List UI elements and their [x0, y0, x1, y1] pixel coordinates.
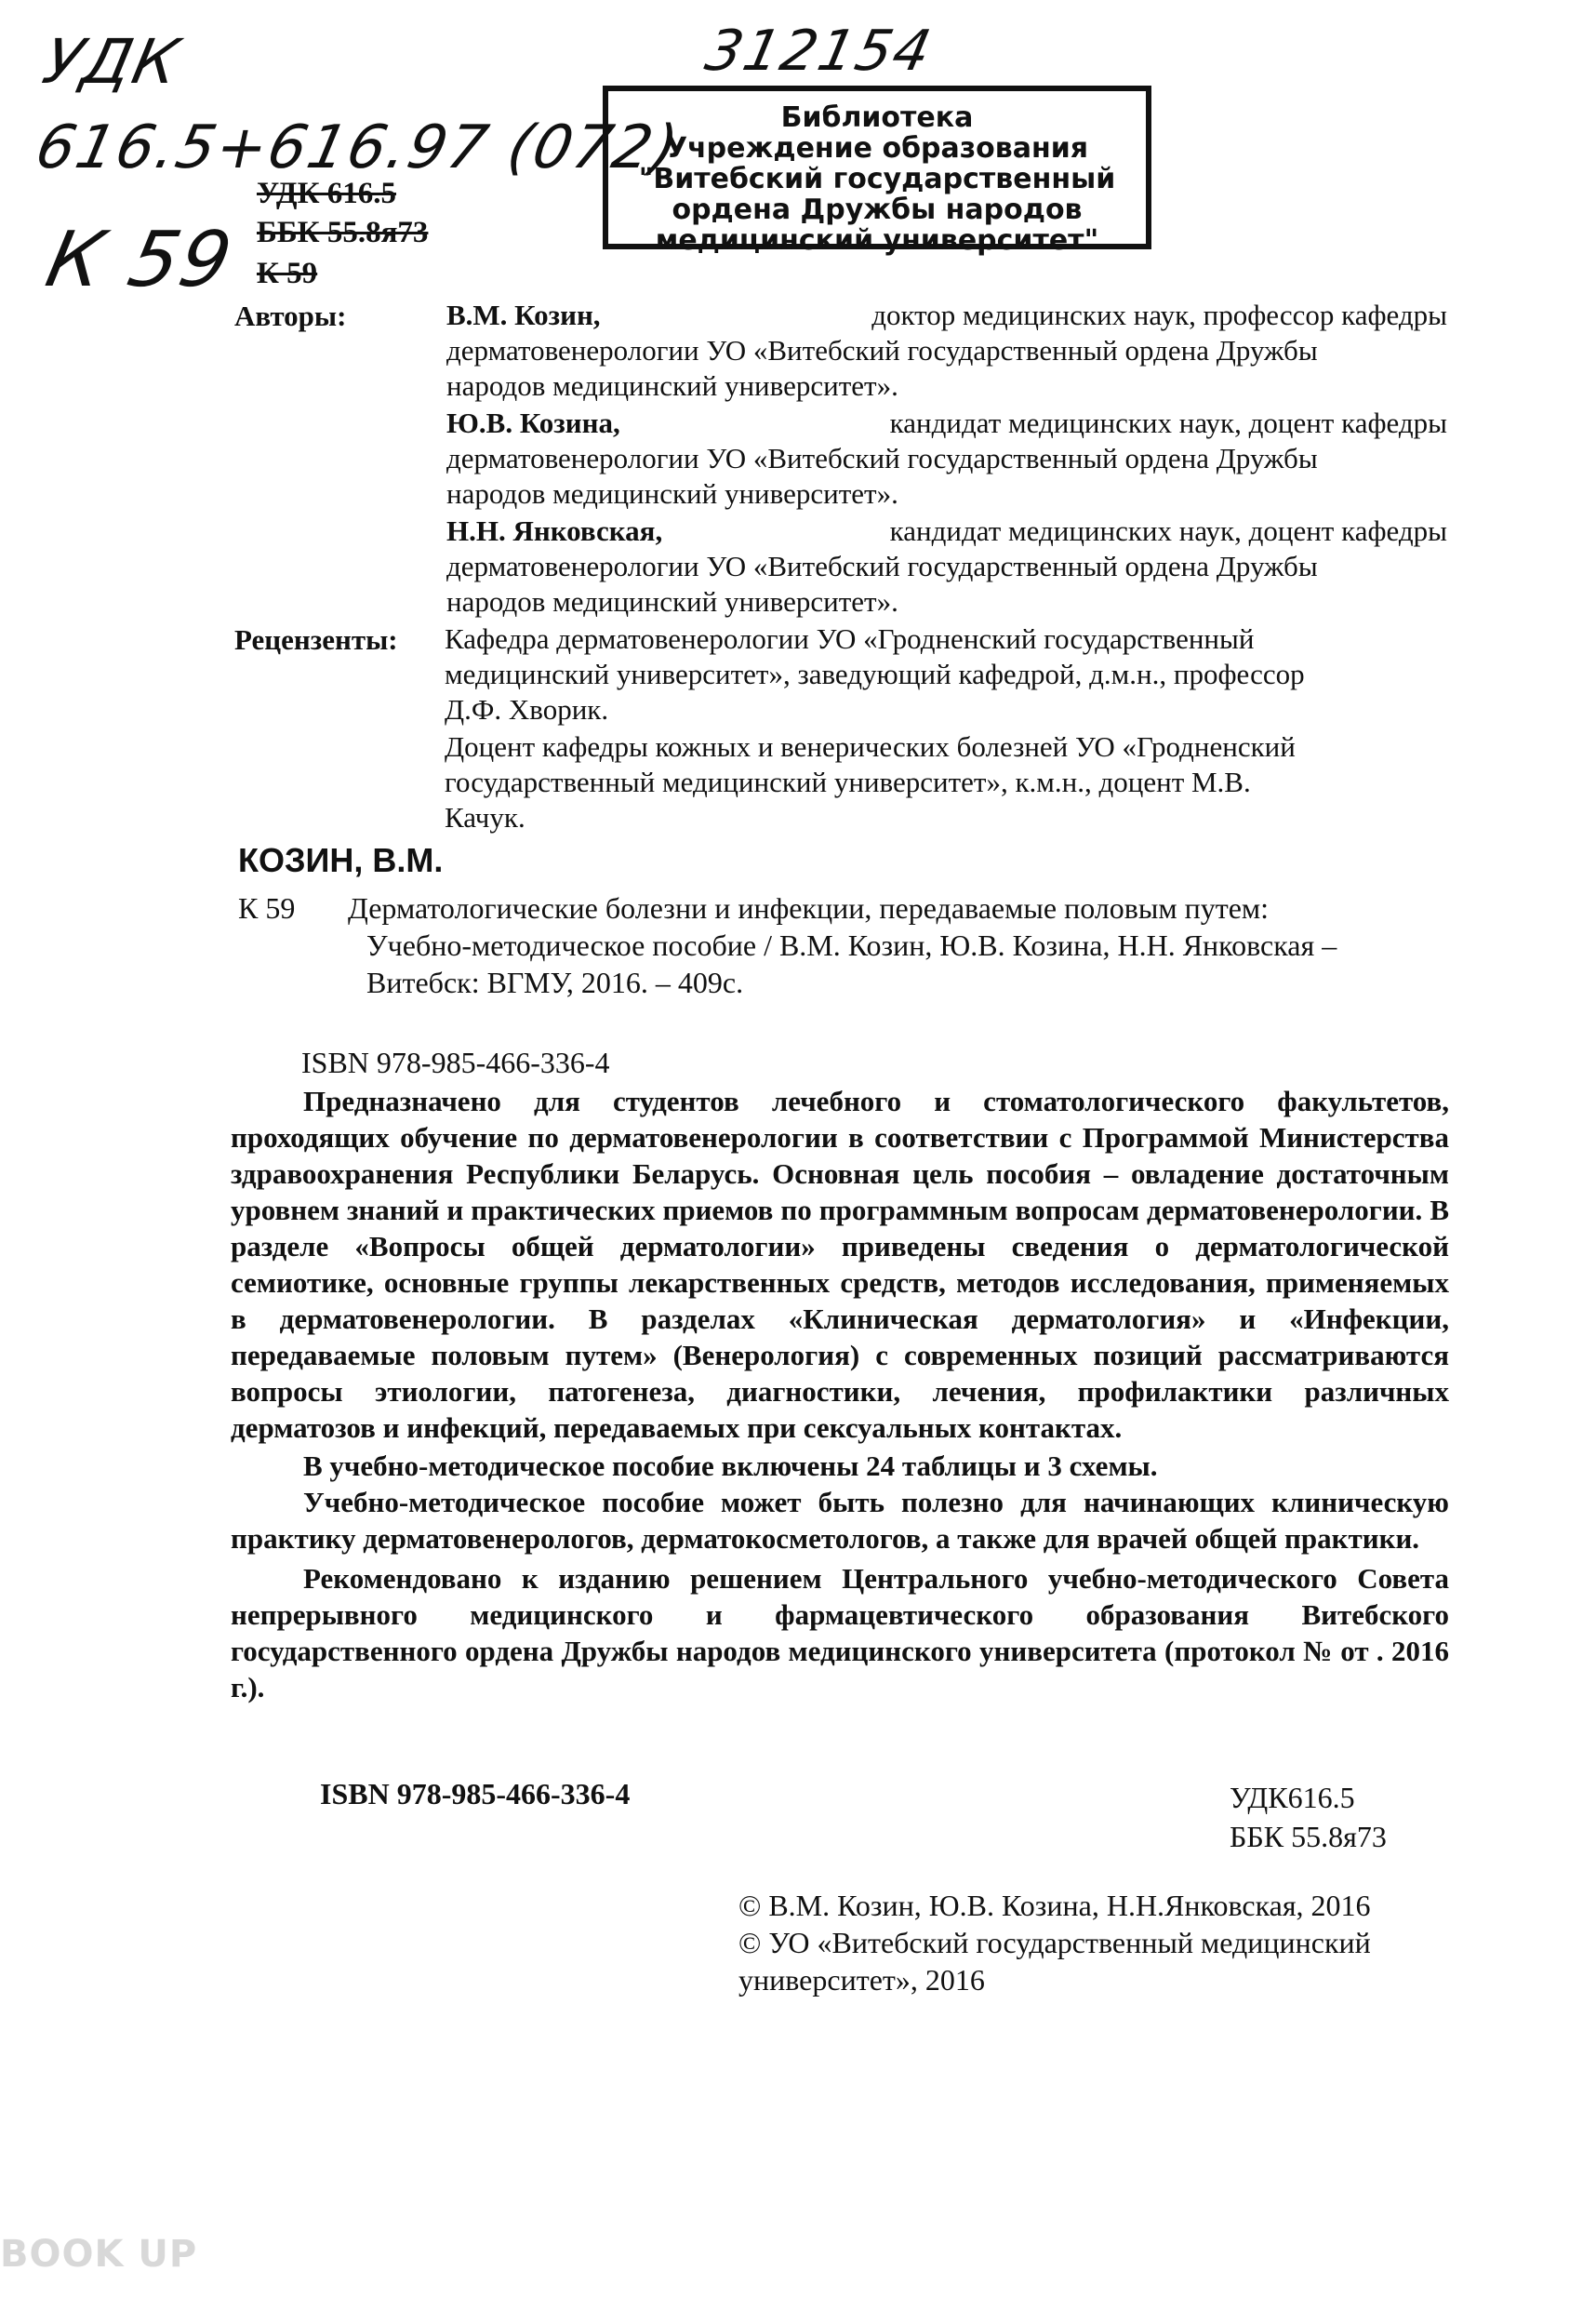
- handwritten-inventory-number: 312154: [699, 19, 938, 84]
- reviewer-line: Доцент кафедры кожных и венерических болезней УО «Гродненский: [445, 730, 1296, 763]
- bib-line: Витебск: ВГМУ, 2016. – 409с.: [366, 966, 744, 999]
- handwritten-udk-code: 616.5+616.97 (072): [30, 114, 686, 182]
- author-line: дерматовенерологии УО «Витебский государственный ордена Дружбы: [446, 550, 1318, 582]
- description-paragraph: Рекомендовано к изданию решением Центрального учебно-методического Совета непрерывного медицинского и фармацевтического образования Витебского государственного ордена Дружбы народов медицинского университета (протокол № от . 2016 г.).: [231, 1562, 1449, 1703]
- bib-description: [348, 889, 1447, 1001]
- author-name: В.М. Козин,: [446, 299, 601, 331]
- reviewer-line: Кафедра дерматовенерологии УО «Гродненский государственный: [445, 622, 1255, 655]
- reviewer-line: Качук.: [445, 801, 525, 834]
- author-entry: [446, 298, 1447, 404]
- author-name: Ю.В. Козина,: [446, 407, 620, 439]
- author-line: народов медицинский университет».: [446, 369, 898, 402]
- stamp-line: Учреждение образования: [665, 132, 1089, 165]
- bib-line: Дерматологические болезни и инфекции, передаваемые половым путем:: [348, 891, 1270, 925]
- author-name: Н.Н. Янковская,: [446, 514, 663, 547]
- copyright-block: [738, 1887, 1464, 1998]
- author-line: дерматовенерологии УО «Витебский государственный ордена Дружбы: [446, 334, 1318, 367]
- reviewer-line: Д.Ф. Хворик.: [445, 693, 609, 726]
- print-k-code: К 59: [257, 257, 318, 290]
- reviewer-entry: [445, 621, 1447, 728]
- bib-line: Учебно-методическое пособие / В.М. Козин, Ю.В. Козина, Н.Н. Янковская –: [366, 928, 1337, 962]
- stamp-line: "Витебский государственный: [638, 163, 1116, 195]
- reviewers-label: Рецензенты:: [234, 623, 398, 656]
- author-line: народов медицинский университет».: [446, 585, 898, 618]
- description-paragraph: Учебно-методическое пособие может быть полезно для начинающих клиническую практику дерматовенерологов, дерматокосметологов, а также для врачей общей практики.: [231, 1486, 1449, 1555]
- copyright-line: университет», 2016: [738, 1963, 985, 1997]
- description-block: [231, 1083, 1449, 1705]
- handwritten-shelf-mark: К 59: [38, 216, 241, 304]
- bib-shelf: К 59: [238, 891, 296, 925]
- stamp-line: ордена Дружбы народов: [672, 194, 1083, 226]
- bib-author-heading: КОЗИН, В.М.: [238, 841, 444, 879]
- library-stamp: [603, 86, 1151, 257]
- reviewer-entry: [445, 729, 1447, 835]
- authors-label: Авторы:: [234, 300, 347, 332]
- description-paragraph: Предназначено для студентов лечебного и стоматологического факультетов, проходящих обучение по дерматовенерологии в соответствии с Программой Министерства здравоохранения Республики Беларусь. Основная цель пособия – овладение достаточным уровнем знаний и практических приемов по программным вопросам дерматовенерологии. В разделе «Вопросы общей дерматологии» приведены сведения о дерматологической семиотике, основные группы лекарственных средств, методов исследования, применяемых в дерматовенерологии. В разделах «Клиническая дерматология» и «Инфекции, передаваемые половым путем» (Венерология) с современных позиций рассматриваются вопросы этиологии, патогенеза, диагностики, лечения, профилактики различных дерматозов и инфекций, передаваемых при сексуальных контактах.: [231, 1085, 1449, 1444]
- watermark-text: BOOK UP: [0, 2233, 198, 2276]
- copyright-line: © В.М. Козин, Ю.В. Козина, Н.Н.Янковская, 2016: [738, 1889, 1371, 1922]
- author-entry: [446, 406, 1447, 512]
- reviewer-line: государственный медицинский университет», к.м.н., доцент М.В.: [445, 766, 1251, 798]
- bbk-bottom: ББК 55.8я73: [1230, 1820, 1387, 1853]
- bookup-watermark: [0, 2233, 197, 2276]
- author-line: кандидат медицинских наук, доцент кафедры: [889, 407, 1447, 439]
- isbn-top: ISBN 978-985-466-336-4: [301, 1046, 610, 1079]
- print-bbk-code: ББК 55.8я73: [257, 216, 429, 249]
- reviewer-line: медицинский университет», заведующий кафедрой, д.м.н., профессор: [445, 658, 1305, 690]
- print-udk-code: УДК 616.5: [257, 177, 397, 210]
- isbn-bottom: ISBN 978-985-466-336-4: [320, 1777, 631, 1810]
- description-paragraph: В учебно-методическое пособие включены 24 таблицы и 3 схемы.: [303, 1449, 1158, 1482]
- author-line: дерматовенерологии УО «Витебский государственный ордена Дружбы: [446, 442, 1318, 474]
- author-line: доктор медицинских наук, профессор кафедры: [871, 299, 1447, 331]
- author-line: кандидат медицинских наук, доцент кафедры: [889, 514, 1447, 547]
- stamp-line: медицинский университет": [655, 224, 1099, 257]
- handwritten-udk-label: УДК: [36, 26, 187, 98]
- author-line: народов медицинский университет».: [446, 477, 898, 510]
- copyright-line: © УО «Витебский государственный медицинский: [738, 1926, 1371, 1959]
- stamp-line: Библиотека: [780, 101, 974, 134]
- author-entry: [446, 514, 1447, 620]
- udk-bottom: УДК616.5: [1230, 1781, 1355, 1814]
